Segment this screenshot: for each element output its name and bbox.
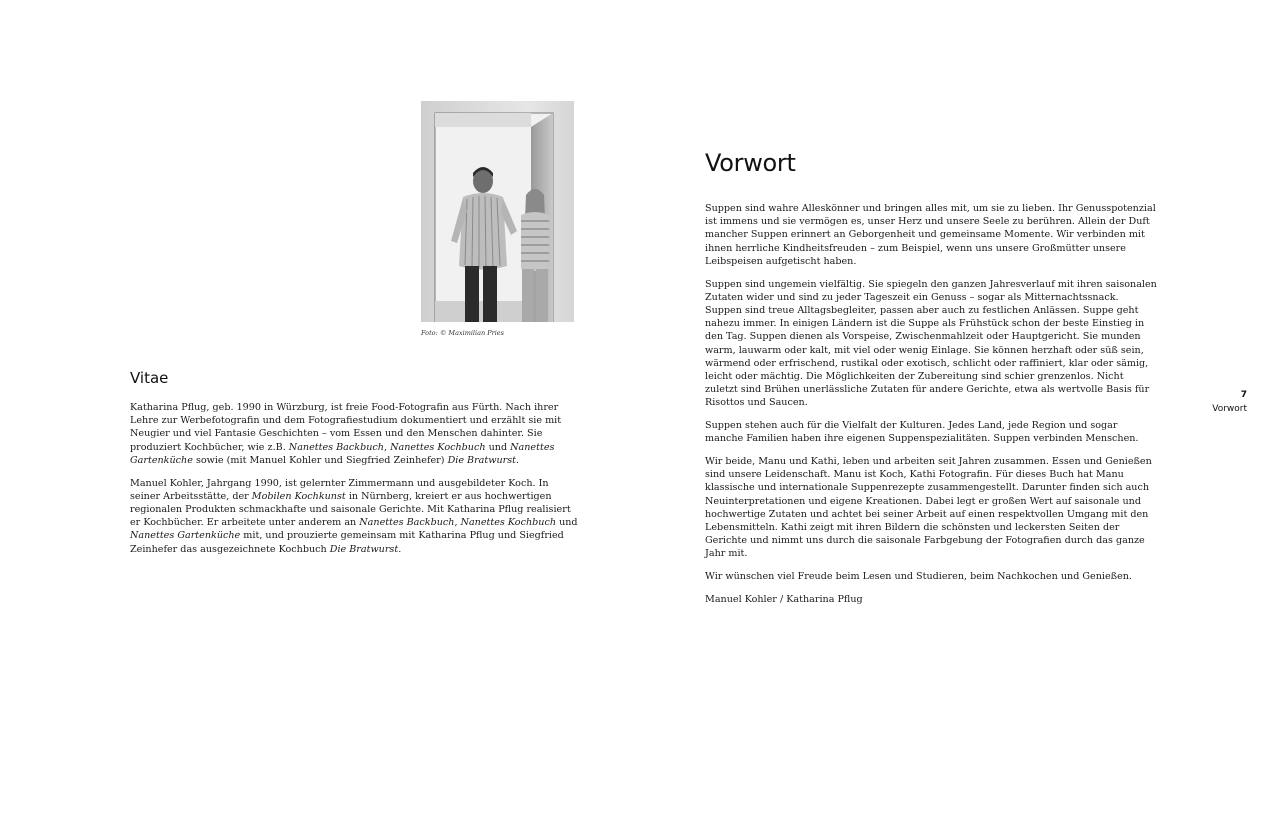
page-number: 7 xyxy=(1240,390,1247,400)
vitae-paragraph-katharina xyxy=(130,401,580,467)
vorwort-paragraph: Wir wünschen viel Freude beim Lesen und Studieren, beim Nachkochen und Genießen. xyxy=(705,571,1132,583)
text-run: sowie (mit Manuel Kohler und Siegfried Zeinhefer) xyxy=(192,454,448,466)
vorwort-paragraph: Wir beide, Manu und Kathi, leben und arbeiten seit Jahren zusammen. Essen und Genießen sind unsere Leidenschaft. Manu ist Koch, Kathi Fotografin. Für dieses Buch hat Manu klassische und internationale Suppenrezepte zusammengestellt. Darunter finden sich auch Neuinterpretationen und eigene Kreationen. Dabei legt er großen Wert auf saisonale und hochwertige Zutaten und achtet bei seiner Arbeit auf einen respektvollen Umgang mit den Lebensmitteln. Kathi zeigt mit ihren Bildern die schönsten und leckersten Seiten der Gerichte und nimmt uns durch die saisonale Farbgebung der Fotografien durch das ganze Jahr mit. xyxy=(705,455,1152,560)
book-title: Die Bratwurst xyxy=(329,543,399,555)
book-title: Nanettes Gartenküche xyxy=(130,530,241,542)
text-run: in Nürnberg, kreiert er aus hochwertigen regionalen Produkten schmackhafte und saisonale Gerichte. Mit Katharina Pflug realisiert er Kochbücher. Er arbeitete unter anderem an xyxy=(130,490,571,529)
vorwort-paragraph: Suppen sind ungemein vielfältig. Sie spiegeln den ganzen Jahresverlauf mit ihren saisonalen Zutaten wider und sind zu jeder Tageszeit ein Genuss – sogar als Mitternachtssnack. Suppen sind treue Alltagsbegleiter, passen aber auch zu festlichen Anlässen. Suppe geht nahezu immer. In einigen Ländern ist die Suppe als Frühstück schon der beste Einstieg in den Tag. Suppen dienen als Vorspeise, Zwischenmahlzeit oder Hauptgericht. Sie munden warm, lauwarm oder kalt, mit viel oder wenig Einlage. Sie können herzhaft oder süß sein, wärmend oder erfrischend, rustikal oder exotisch, schlicht oder raffiniert, klar oder sämig, leicht oder mächtig. Die Möglichkeiten der Zubereitung sind schier grenzenlos. Nicht zuletzt sind Brühen unerlässliche Zutaten für andere Gerichte, etwa als wertvolle Basis für Risottos und Saucen. xyxy=(705,278,1157,409)
book-title: Nanettes Backbuch xyxy=(359,517,455,529)
vorwort-signature: Manuel Kohler / Katharina Pflug xyxy=(705,593,863,605)
text-run: mit, und prouzierte gemeinsam mit Katharina Pflug und Siegfried Zeinhefer das ausgezeichnete Kochbuch xyxy=(130,530,564,555)
running-section-title: Vorwort xyxy=(1212,404,1247,414)
book-title: Nanettes Backbuch xyxy=(288,441,384,453)
vorwort-paragraph: Suppen sind wahre Alleskönner und bringen alles mit, um sie zu lieben. Ihr Genusspotenzial ist immens und sie vermögen es, unser Herz und unsere Seele zu berühren. Allein der Duft mancher Suppen erinnert an Geborgenheit und gemeinsame Momente. Wir verbinden mit ihnen herrliche Kindheitsfreuden – zum Beispiel, wenn uns unsere Großmütter unsere Leibspeisen aufgetischt haben. xyxy=(705,203,1156,267)
photo-caption: Foto: © Maximilian Pries xyxy=(421,329,504,337)
book-title: Nanettes Kochbuch xyxy=(390,441,486,453)
book-title: Die Bratwurst xyxy=(447,454,517,466)
text-run: Katharina Pflug, geb. 1990 in Würzburg, ist freie Food-Fotografin aus Fürth. Nach ihrer Lehre zur Werbefotografin und dem Fotografiestudium dokumentiert und erzählt sie mit Neugier und viel Fantasie Geschichten – vom Essen und den Menschen dahinter. Sie produziert Kochbücher, wie z.B. xyxy=(130,402,562,453)
vitae-heading: Vitae xyxy=(130,369,169,387)
text-run: . xyxy=(398,543,402,555)
text-run: . xyxy=(516,454,520,466)
vitae-body xyxy=(130,401,580,565)
vorwort-paragraph: Suppen stehen auch für die Vielfalt der Kulturen. Jedes Land, jede Region und sogar manche Familien haben ihre eigenen Suppenspezialitäten. Suppen verbinden Menschen. xyxy=(705,420,1139,445)
text-run: und xyxy=(556,517,578,529)
vorwort-body xyxy=(705,202,1157,615)
business-name: Mobilen Kochkunst xyxy=(251,490,346,502)
text-run: , xyxy=(383,441,391,453)
page-folio xyxy=(1212,388,1247,416)
vorwort-heading: Vorwort xyxy=(705,149,796,177)
text-run: und xyxy=(485,441,511,453)
text-run: , xyxy=(454,517,461,529)
book-title: Nanettes Kochbuch xyxy=(460,517,557,529)
author-photo xyxy=(421,101,574,322)
text-run: Manuel Kohler, Jahrgang 1990, ist gelernter Zimmermann und ausgebildeter Koch. In seiner Arbeitsstätte, der xyxy=(130,477,549,502)
vitae-paragraph-manuel xyxy=(130,477,580,556)
book-title: Nanettes Gartenküche xyxy=(130,441,555,466)
